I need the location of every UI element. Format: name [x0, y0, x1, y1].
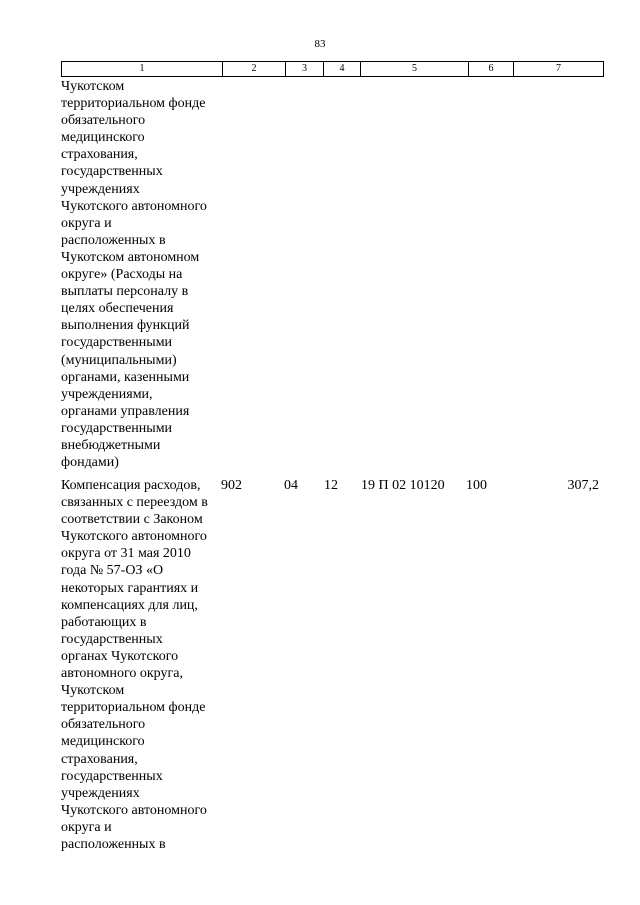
column-header-2: 2 — [223, 62, 286, 77]
name-line: государственными — [61, 335, 173, 351]
name-line: округа и — [61, 215, 112, 231]
table-row — [61, 477, 601, 857]
row-name-cell — [61, 78, 223, 471]
name-line: государственных — [61, 164, 163, 180]
name-line: страхования, — [61, 147, 138, 163]
column-header-table — [61, 61, 604, 77]
column-header-7: 7 — [514, 62, 604, 77]
name-line: расположенных в — [61, 232, 166, 248]
name-line: Чукотском автономном — [61, 249, 200, 265]
name-line: выплаты персоналу в — [61, 284, 189, 300]
name-line: расположенных в — [61, 836, 166, 852]
name-line: Компенсация расходов, — [61, 478, 201, 493]
name-line: учреждениями, — [61, 386, 153, 402]
name-line: медицинского — [61, 734, 145, 750]
name-line: Чукотского автономного — [61, 802, 207, 818]
name-line: медицинского — [61, 130, 145, 146]
name-line: работающих в — [61, 614, 147, 630]
name-line: связанных с переездом в — [61, 495, 208, 511]
column-header-row — [62, 62, 604, 77]
name-line: Чукотском — [61, 79, 125, 94]
column-header-5: 5 — [361, 62, 469, 77]
name-line: государственных — [61, 768, 163, 784]
name-line: года № 57-ОЗ «О — [61, 563, 164, 579]
name-line: страхования, — [61, 751, 138, 767]
amount-cell: 307,2 — [567, 478, 599, 493]
name-line: государственных — [61, 631, 163, 647]
page-number: 83 — [314, 38, 326, 50]
name-line: округе» (Расходы на — [61, 267, 183, 283]
name-line: округа и — [61, 819, 112, 835]
column-header-6: 6 — [469, 62, 514, 77]
name-line: выполнения функций — [61, 318, 190, 334]
name-line: территориальном фонде — [61, 700, 206, 716]
name-line: (муниципальными) — [61, 352, 177, 368]
column-header-3: 3 — [286, 62, 324, 77]
name-line: учреждениях — [61, 181, 140, 197]
name-line: автономного округа, — [61, 666, 183, 682]
name-line: некоторых гарантиях и — [61, 580, 199, 596]
name-line: фондами) — [61, 455, 119, 471]
name-line: округа от 31 мая 2010 — [61, 546, 191, 562]
name-line: обязательного — [61, 113, 146, 129]
name-line: органами управления — [61, 403, 190, 419]
target-article-cell: 19 П 02 10120 — [361, 478, 445, 493]
name-line: государственными — [61, 420, 173, 436]
name-line: целях обеспечения — [61, 301, 174, 317]
gr-code-cell: 902 — [221, 478, 242, 493]
column-header-1: 1 — [62, 62, 223, 77]
subsection-code-cell: 12 — [324, 478, 338, 493]
name-line: обязательного — [61, 717, 146, 733]
row-name-cell — [61, 477, 223, 853]
name-line: внебюджетными — [61, 437, 161, 453]
name-line: органах Чукотского — [61, 648, 179, 664]
table-row — [61, 78, 601, 473]
name-line: Чукотском — [61, 683, 125, 699]
column-header-4: 4 — [324, 62, 361, 77]
name-line: территориальном фонде — [61, 96, 206, 112]
name-line: компенсациях для лиц, — [61, 597, 198, 613]
name-line: соответствии с Законом — [61, 512, 203, 528]
expense-type-cell: 100 — [466, 478, 487, 493]
name-line: учреждениях — [61, 785, 140, 801]
section-code-cell: 04 — [284, 478, 298, 493]
name-line: Чукотского автономного — [61, 198, 207, 214]
name-line: Чукотского автономного — [61, 529, 207, 545]
name-line: органами, казенными — [61, 369, 190, 385]
